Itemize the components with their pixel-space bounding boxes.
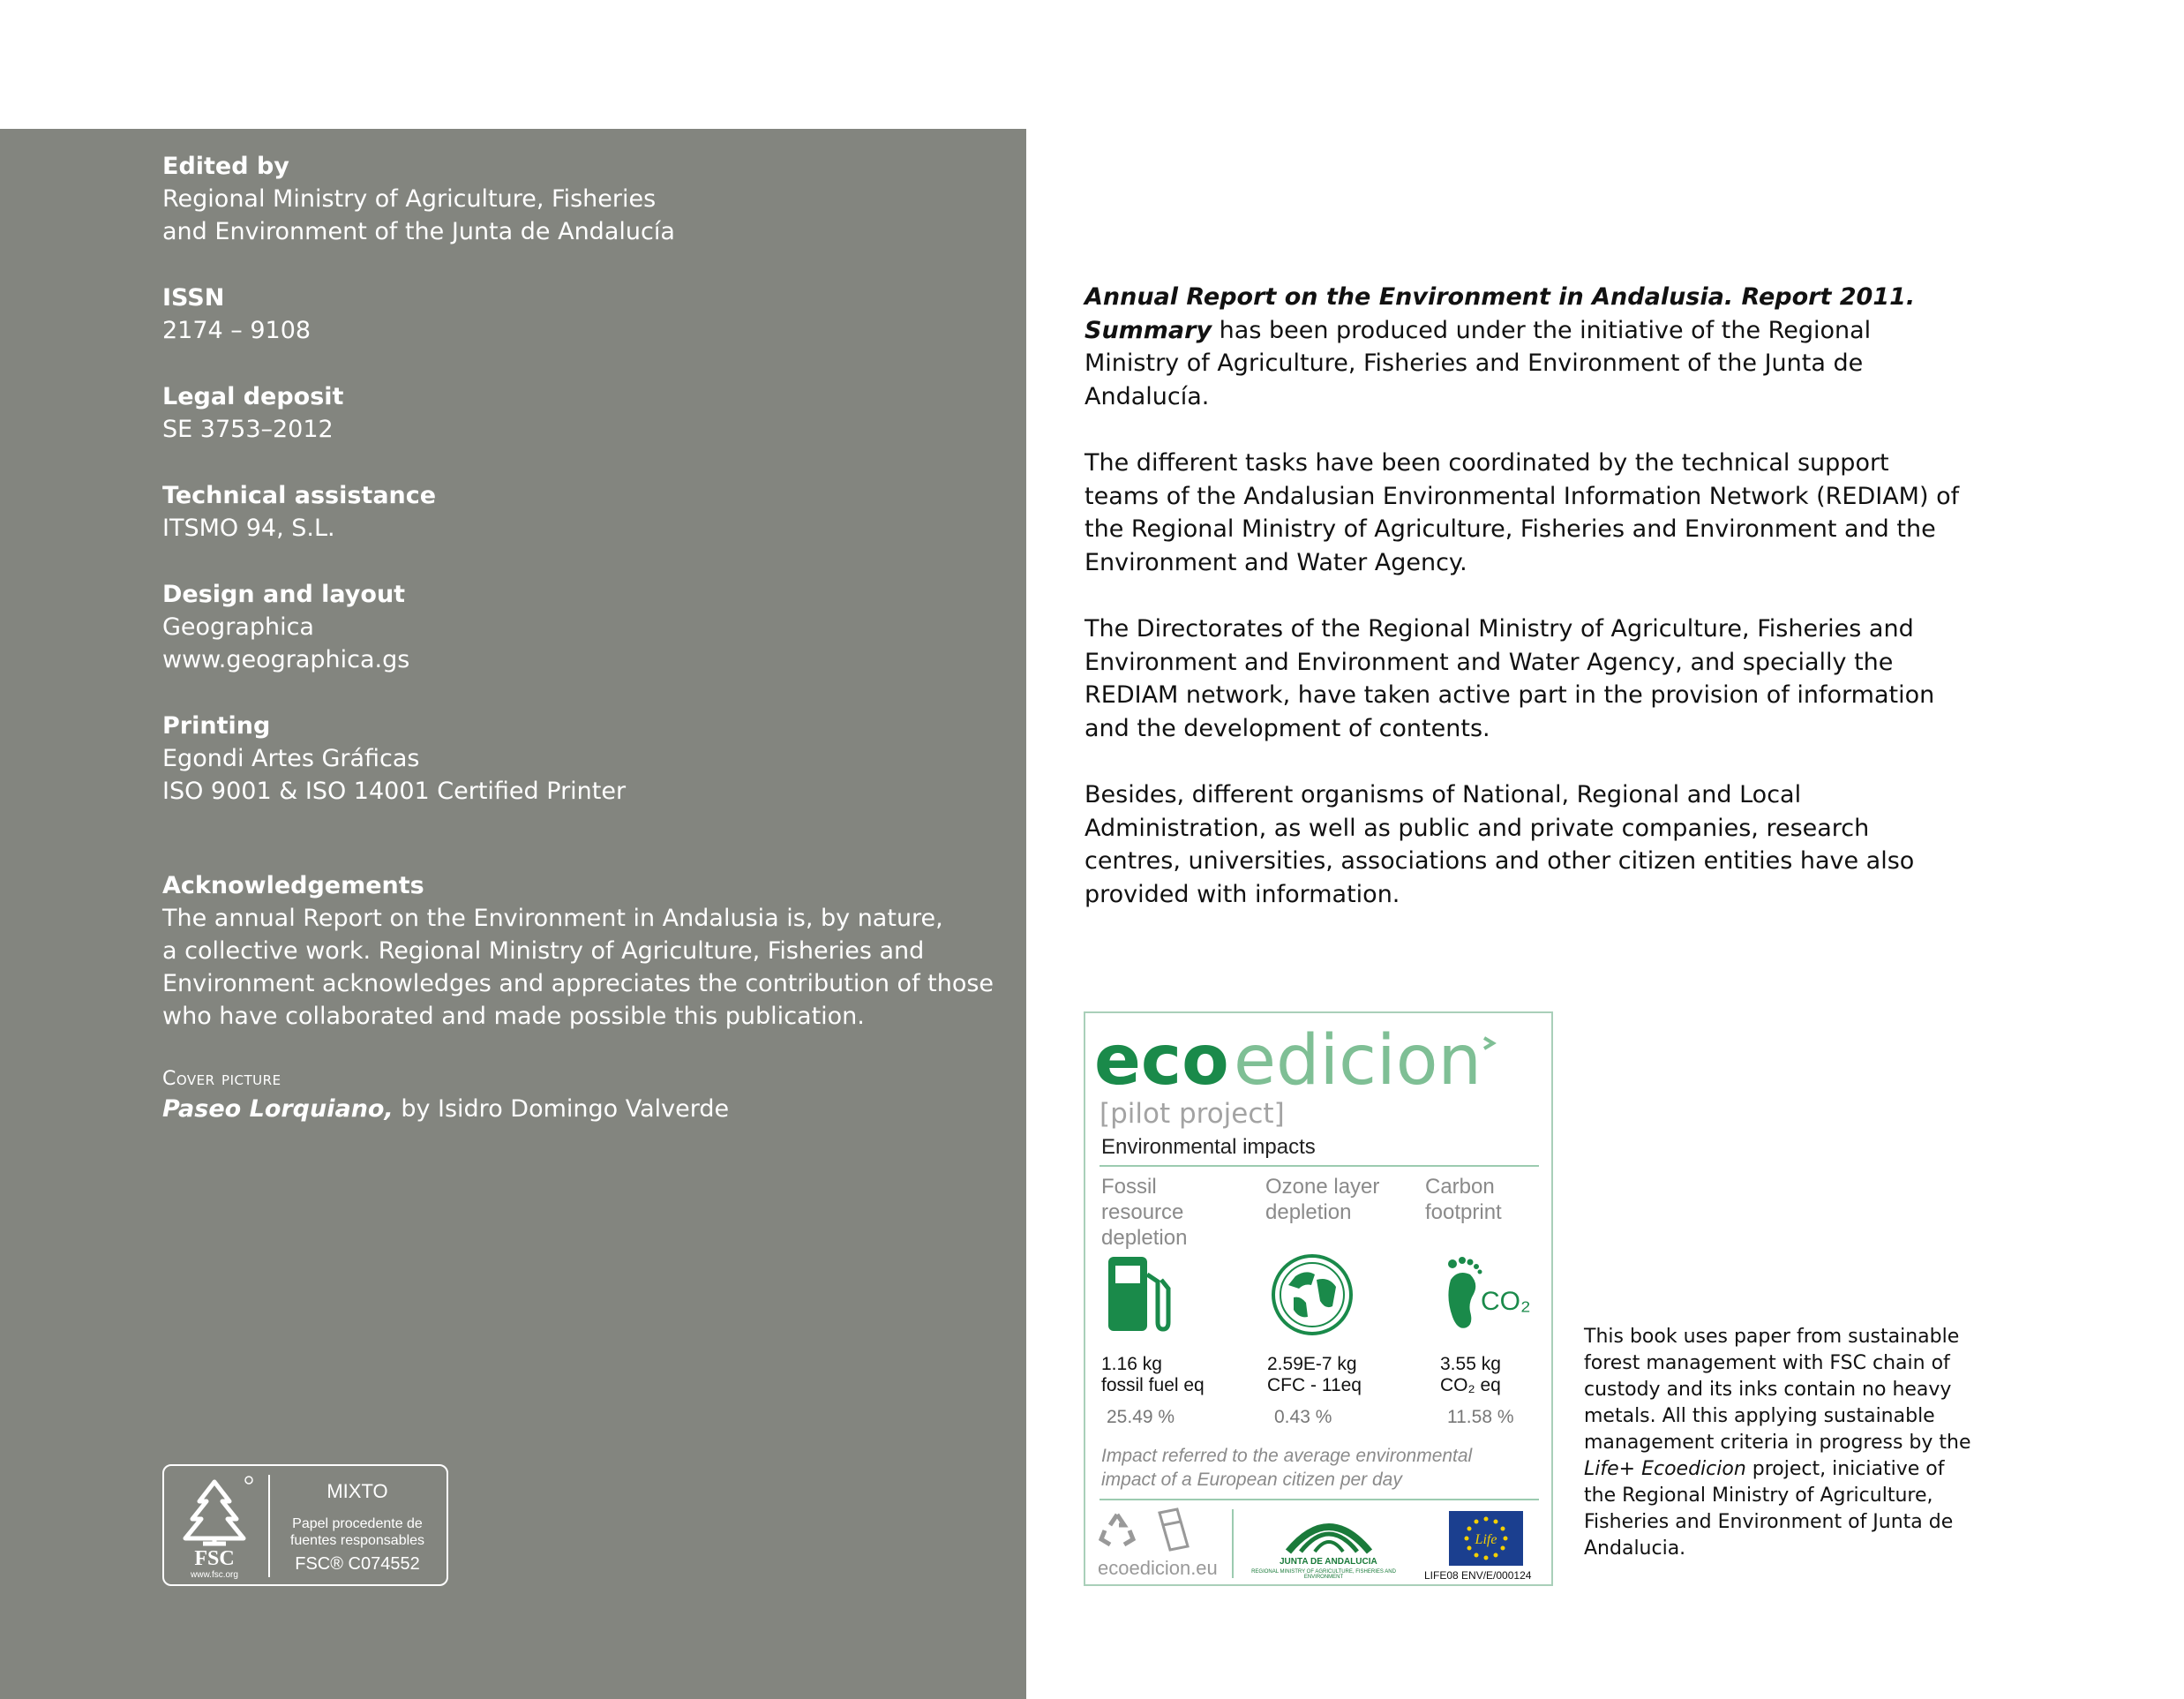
credit-line: a collective work. Regional Ministry of Agriculture, Fisheries and xyxy=(162,937,925,965)
credit-design xyxy=(162,578,1009,676)
impact-unit: fossil fuel eq xyxy=(1101,1375,1205,1395)
fsc-mixto: MIXTO xyxy=(326,1480,388,1502)
fsc-description-line: Papel procedente de xyxy=(292,1516,423,1531)
impact-column-ozone xyxy=(1265,1174,1415,1225)
paper-note-text: This book uses paper from sustainable forest management with FSC chain of custody and its inks contain no heavy metals. All this applying sustainable management criteria in progress by the xyxy=(1584,1326,1971,1454)
recycle-arrow-icon xyxy=(1484,1038,1493,1049)
globe-icon xyxy=(1269,1253,1355,1336)
intro-paragraph: The Directorates of the Regional Ministry of Agriculture, Fisheries and Environment and Environment and Water Agency, and specially the REDIAM network, have taken active part in the provision of information and the development of contents. xyxy=(1084,615,1935,742)
credit-acknowledgements xyxy=(162,869,1009,1033)
credit-link[interactable]: www.geographica.gs xyxy=(162,646,410,673)
impact-percent-ozone: 0.43 % xyxy=(1274,1407,1332,1427)
pilot-project-label: [pilot project] xyxy=(1100,1098,1285,1130)
impact-percent-fossil: 25.49 % xyxy=(1107,1407,1175,1427)
cover-picture-name: Paseo Lorquiano, xyxy=(162,1095,394,1123)
credit-title: Design and layout xyxy=(162,581,406,608)
fsc-logo-site: www.fsc.org xyxy=(191,1570,238,1580)
life-project-code: LIFE08 ENV/E/000124 xyxy=(1424,1569,1532,1582)
paper-pages-icon xyxy=(1151,1507,1195,1553)
credit-title: Technical assistance xyxy=(162,482,437,509)
ecoedicion-link[interactable]: ecoedicion.eu xyxy=(1098,1557,1218,1579)
paper-note-project: Life+ Ecoedicion xyxy=(1584,1458,1746,1480)
impact-column-carbon xyxy=(1425,1174,1575,1225)
paper-note xyxy=(1584,1324,1972,1562)
impact-value-fossil xyxy=(1101,1354,1205,1396)
ecoedicion-logo-eco: eco xyxy=(1094,1026,1229,1096)
intro-paragraph: Besides, different organisms of National, Regional and Local Administration, as well as public and private companies, research centres, universities, associations and other citizen entities have also provided with information. xyxy=(1084,781,1915,908)
junta-andalucia-name: JUNTA DE ANDALUCIA xyxy=(1280,1557,1377,1567)
ecoedicion-logo-edicion: edicion xyxy=(1234,1026,1482,1096)
intro-text xyxy=(1084,281,1967,944)
credit-line: and Environment of the Junta de Andalucía xyxy=(162,218,675,245)
fsc-description-line: fuentes responsables xyxy=(289,1533,425,1548)
junta-andalucia-logo-icon xyxy=(1285,1507,1373,1557)
credit-title: Cover picture xyxy=(162,1068,281,1090)
intro-paragraph-rest: has been produced under the initiative of the Regional Ministry of Agriculture, Fisheries and Environment of the Junta de Andalucía. xyxy=(1084,316,1872,410)
credit-title: Printing xyxy=(162,712,271,740)
credit-issn xyxy=(162,282,1009,347)
credit-line: Geographica xyxy=(162,613,314,641)
eu-life-flag-icon xyxy=(1449,1511,1523,1566)
credit-edited-by xyxy=(162,150,1009,248)
credit-technical-assistance xyxy=(162,479,1009,545)
credit-line: The annual Report on the Environment in Andalusia is, by nature, xyxy=(162,905,943,932)
impact-column-fossil xyxy=(1101,1174,1251,1251)
environmental-impacts-title: Environmental impacts xyxy=(1101,1135,1316,1159)
recycle-icon xyxy=(1098,1511,1137,1550)
divider xyxy=(1100,1165,1539,1167)
credit-line: SE 3753–2012 xyxy=(162,416,334,443)
fsc-tree-logo-icon xyxy=(173,1473,257,1581)
credit-line xyxy=(162,1093,1009,1125)
credit-printing xyxy=(162,710,1009,808)
intro-paragraph: The different tasks have been coordinated by the technical support teams of the Andalusian Environmental Information Network (REDIAM) of the Regional Ministry of Agriculture, Fisheries and Environment and the Environment and Water Agency. xyxy=(1084,449,1960,576)
credit-line: who have collaborated and made possible this publication. xyxy=(162,1003,865,1030)
credit-line: ISO 9001 & ISO 14001 Certified Printer xyxy=(162,778,627,805)
credit-line: 2174 – 9108 xyxy=(162,317,311,344)
life-logo-text: Life xyxy=(1475,1532,1497,1547)
impact-value-ozone xyxy=(1267,1354,1362,1396)
credit-title: ISSN xyxy=(162,284,225,312)
impact-amount: 1.16 kg xyxy=(1101,1354,1162,1374)
credit-line: Environment acknowledges and appreciates the contribution of those xyxy=(162,970,994,997)
paper-note-text: project, iniciative of the Regional Ministry of Agriculture, Fisheries and Environment of Junta de Andalucia. xyxy=(1584,1458,1954,1560)
eco-footer xyxy=(1085,1504,1551,1583)
impact-amount: 2.59E-7 kg xyxy=(1267,1354,1357,1374)
credits-list xyxy=(162,150,1009,1159)
intro-paragraph xyxy=(1084,281,1967,413)
impact-unit: CFC - 11eq xyxy=(1267,1375,1362,1395)
impact-label: Ozone layer depletion xyxy=(1265,1175,1380,1224)
report-title: Annual Report on the Environment in Andalusia. Report 2011. Summary xyxy=(1084,283,1916,344)
credit-title: Edited by xyxy=(162,153,289,180)
credit-legal-deposit xyxy=(162,380,1009,446)
co2-icon-label: CO₂ xyxy=(1481,1287,1531,1316)
impact-label: Fossil resource depletion xyxy=(1101,1175,1188,1250)
ecoedicion-label xyxy=(1084,1011,1553,1586)
impact-percent-carbon: 11.58 % xyxy=(1447,1407,1514,1427)
cover-picture-author: by Isidro Domingo Valverde xyxy=(393,1095,730,1123)
credit-title: Legal deposit xyxy=(162,383,344,410)
impact-amount: 3.55 kg xyxy=(1440,1354,1501,1374)
ecoedicion-logo xyxy=(1091,1026,1550,1096)
divider xyxy=(1232,1509,1234,1578)
credit-line: Regional Ministry of Agriculture, Fisheries xyxy=(162,185,657,213)
fsc-divider xyxy=(268,1475,270,1577)
footprint-icon xyxy=(1438,1253,1542,1336)
impact-value-carbon xyxy=(1440,1354,1501,1396)
fsc-label xyxy=(162,1464,448,1586)
credit-title: Acknowledgements xyxy=(162,872,424,899)
credit-line: ITSMO 94, S.L. xyxy=(162,515,335,542)
credit-cover xyxy=(162,1066,1009,1125)
impact-label: Carbon footprint xyxy=(1425,1175,1502,1224)
divider xyxy=(1100,1499,1539,1500)
impact-note: Impact referred to the average environmental impact of a European citizen per day xyxy=(1101,1446,1473,1490)
fuel-pump-icon xyxy=(1103,1253,1174,1336)
junta-andalucia-subtitle: REGIONAL MINISTRY OF AGRICULTURE, FISHERIES AND ENVIRONMENT xyxy=(1251,1569,1396,1580)
fsc-logo-text: FSC xyxy=(194,1547,235,1570)
fsc-description xyxy=(272,1515,443,1549)
credit-line: Egondi Artes Gráficas xyxy=(162,745,420,772)
fsc-code: FSC® C074552 xyxy=(295,1554,420,1574)
impact-unit: CO₂ eq xyxy=(1440,1375,1501,1395)
